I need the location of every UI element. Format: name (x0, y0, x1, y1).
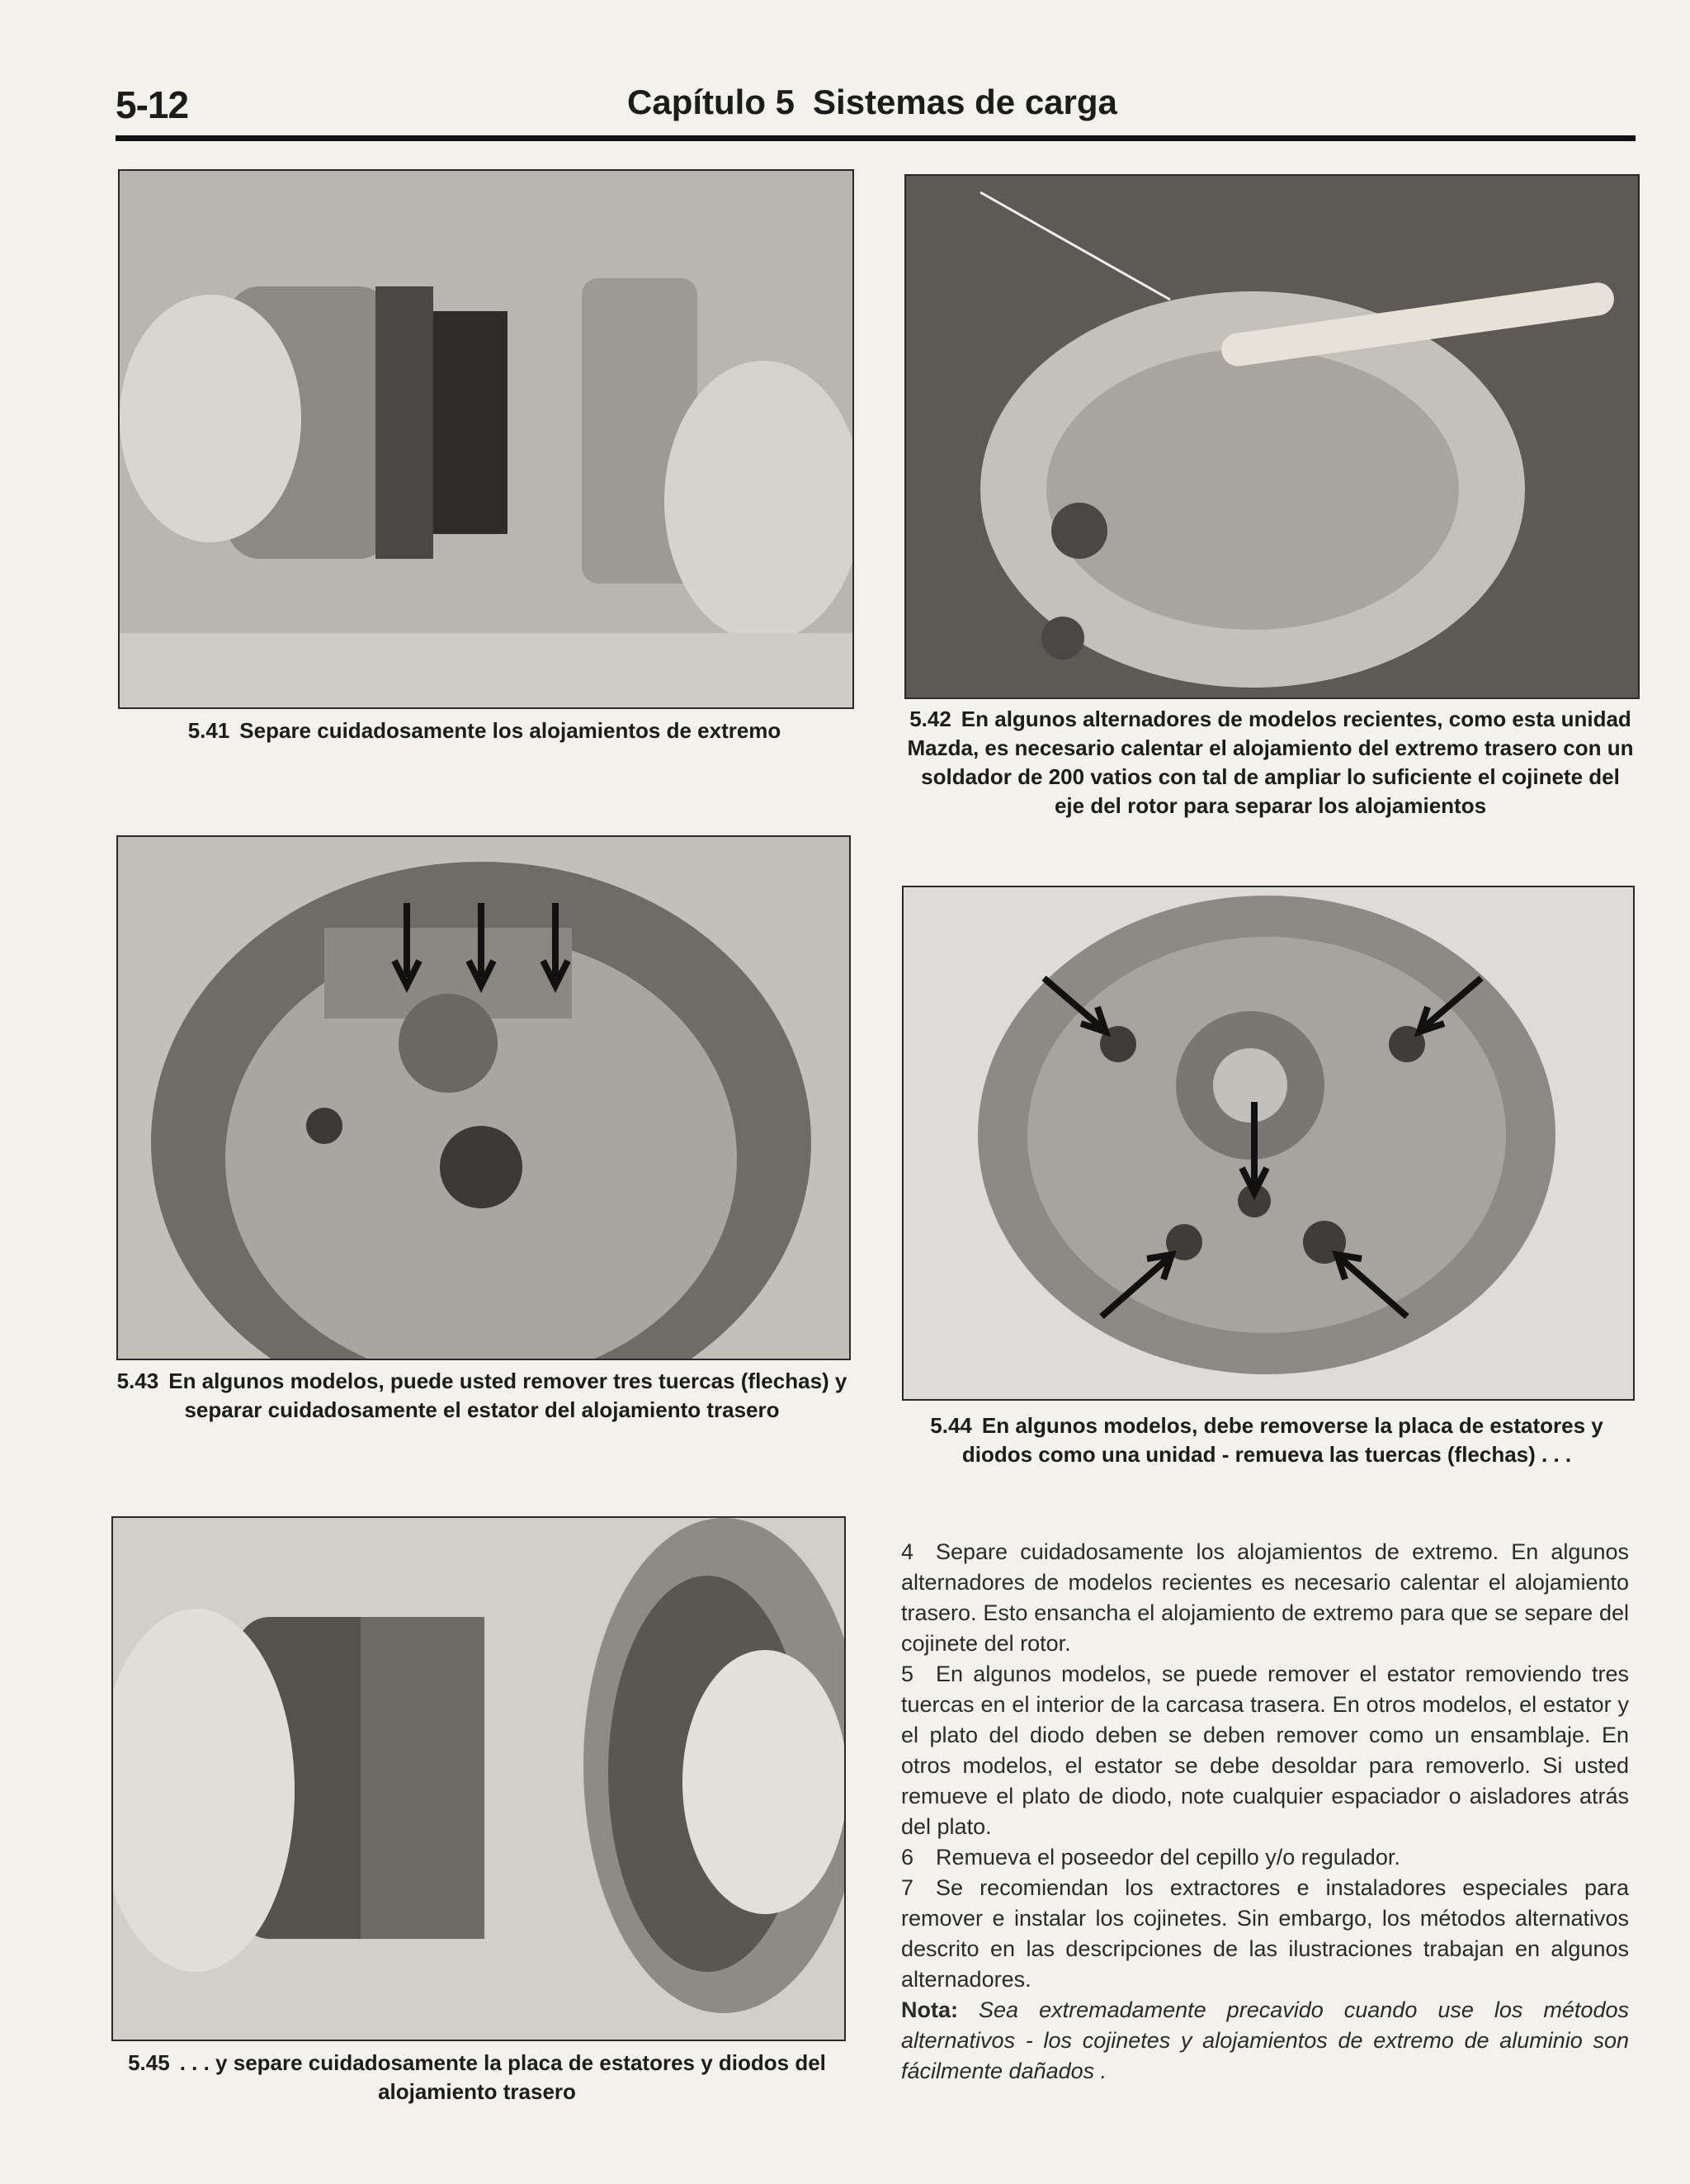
photo-5-43 (116, 835, 851, 1360)
paragraph-text: Remueva el poseedor del cepillo y/o regulador. (936, 1845, 1400, 1870)
figure-caption: Separe cuidadosamente los alojamientos de extremo (239, 718, 781, 743)
chapter-name: Sistemas de carga (813, 83, 1117, 121)
body-text (901, 1537, 1629, 2087)
paragraph-number: 4 (901, 1539, 914, 1564)
photo-5-45 (111, 1516, 846, 2041)
photo-5-44 (902, 886, 1635, 1401)
photo-5-41 (118, 169, 854, 709)
note-label: Nota: (901, 1997, 958, 2022)
header-rule (116, 135, 1636, 141)
note (901, 1995, 1629, 2087)
figure-number: 5.44 (930, 1413, 972, 1438)
caption-5-44 (902, 1411, 1631, 1469)
paragraph (901, 1873, 1629, 1995)
paragraph-text: En algunos modelos, se puede remover el estator removiendo tres tuercas en el interior de la carcasa trasera. En otros modelos, el estator y el plato del diodo deben se deben remover como un ensamblaje. En otros modelos, el estator se debe desoldar para removerlo. Si usted remueve el plato de diodo, note cualquier espaciador o aisladores atrás del plato. (901, 1662, 1629, 1839)
figure-number: 5.45 (128, 2050, 170, 2075)
paragraph-number: 6 (901, 1845, 914, 1870)
chapter-label: Capítulo 5 (627, 83, 795, 121)
caption-5-43 (116, 1367, 847, 1425)
note-text: Sea extremadamente precavido cuando use los métodos alternativos - los cojinetes y alojamientos de extremo de aluminio son fácilmente dañados . (901, 1997, 1629, 2083)
figure-number: 5.43 (116, 1369, 159, 1393)
figure-caption: En algunos modelos, debe removerse la placa de estatores y diodos como una unidad - remueva las tuercas (flechas) . . . (961, 1413, 1603, 1467)
figure-caption: . . . y separe cuidadosamente la placa de estatores y diodos del alojamiento trasero (179, 2050, 826, 2104)
paragraph-number: 7 (901, 1875, 914, 1900)
paragraph-number: 5 (901, 1662, 914, 1686)
figure-caption: En algunos alternadores de modelos recientes, como esta unidad Mazda, es necesario calentar el alojamiento del extremo trasero con un soldador de 200 vatios con tal de ampliar lo suficiente el cojinete del eje del rotor para separar los alojamientos (907, 707, 1634, 818)
caption-5-41 (118, 716, 851, 745)
figure-number: 5.42 (909, 707, 951, 731)
paragraph-text: Separe cuidadosamente los alojamientos de extremo. En algunos alternadores de modelos recientes es necesario calentar el alojamiento trasero. Esto ensancha el alojamiento de extremo para que se separe del cojinete del rotor. (901, 1539, 1629, 1656)
paragraph (901, 1537, 1629, 1659)
chapter-title (627, 83, 1117, 122)
paragraph (901, 1659, 1629, 1842)
page-number: 5-12 (116, 83, 189, 126)
caption-5-45 (111, 2049, 843, 2106)
caption-5-42 (904, 705, 1636, 820)
figure-number: 5.41 (187, 718, 230, 743)
figure-caption: En algunos modelos, puede usted remover tres tuercas (flechas) y separar cuidadosamente el estator del alojamiento trasero (168, 1369, 847, 1422)
photo-5-42 (904, 174, 1640, 699)
paragraph-text: Se recomiendan los extractores e instaladores especiales para remover e instalar los cojinetes. Sin embargo, los métodos alternativos descrito en las descripciones de las ilustraciones trabajan en algunos alternadores. (901, 1875, 1629, 1992)
paragraph (901, 1842, 1629, 1873)
